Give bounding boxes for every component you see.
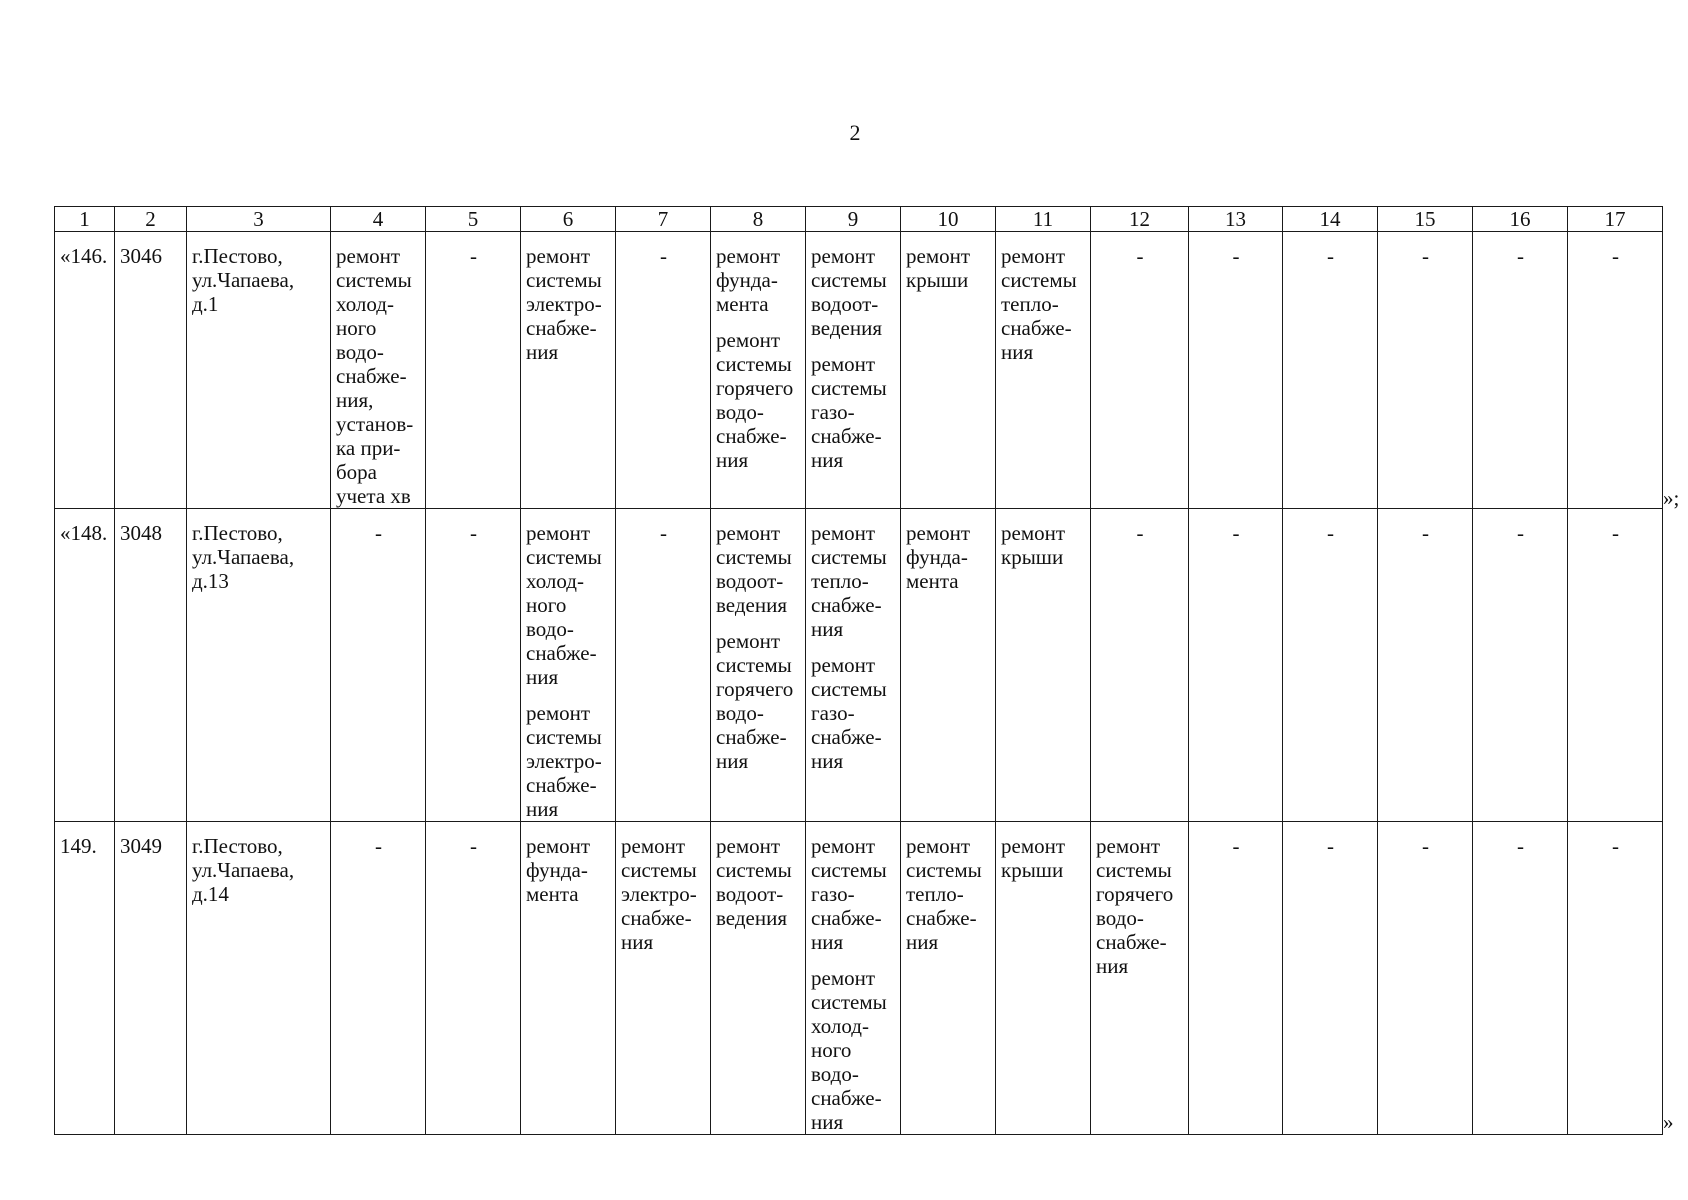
work-type-cell xyxy=(901,509,996,822)
table-header xyxy=(55,207,1663,232)
work-type-entry: ремонт системы электро- снабже- ния xyxy=(526,701,602,821)
column-number-header: 6 xyxy=(521,207,616,232)
empty-cell: - xyxy=(616,509,711,822)
repair-schedule-table xyxy=(54,206,1663,1135)
column-number-header: 13 xyxy=(1189,207,1283,232)
work-type-cell xyxy=(521,232,616,509)
table-row xyxy=(55,509,1663,822)
work-type-cell xyxy=(806,822,901,1135)
work-type-entry: ремонт системы водоот- ведения xyxy=(716,834,792,930)
empty-cell: - xyxy=(331,509,426,822)
row-number-cell-text: 149. xyxy=(60,834,97,858)
column-number-header: 1 xyxy=(55,207,115,232)
column-number-header: 11 xyxy=(996,207,1091,232)
row-closing-quote: »; xyxy=(1663,486,1680,510)
work-type-entry: ремонт системы водоот- ведения xyxy=(716,521,792,617)
work-type-entry: ремонт системы холод- ного водо- снабже- ния, установ- ка при- бора учета хв xyxy=(336,244,414,508)
table-body xyxy=(55,232,1663,1135)
work-type-cell xyxy=(996,822,1091,1135)
row-number-cell xyxy=(55,232,115,509)
work-type-cell xyxy=(901,232,996,509)
table-row xyxy=(55,232,1663,509)
empty-cell: - xyxy=(1378,822,1473,1135)
work-type-cell xyxy=(711,232,806,509)
column-number-header: 9 xyxy=(806,207,901,232)
work-type-entry: ремонт фунда- мента xyxy=(906,521,971,593)
address-cell-text: г.Пестово, ул.Чапаева, д.1 xyxy=(192,244,295,316)
work-type-cell xyxy=(996,232,1091,509)
work-type-entry: ремонт системы горячего водо- снабже- ния xyxy=(1096,834,1174,978)
empty-cell: - xyxy=(1568,509,1663,822)
row-number-cell-text: «146. xyxy=(60,244,108,268)
work-type-entry: ремонт системы тепло- снабже- ния xyxy=(811,521,887,641)
work-type-entry: ремонт системы газо- снабже- ния xyxy=(811,352,887,472)
work-type-cell xyxy=(711,509,806,822)
work-type-entry: ремонт системы горячего водо- снабже- ния xyxy=(716,629,794,773)
address-cell-text: г.Пестово, ул.Чапаева, д.14 xyxy=(192,834,295,906)
address-cell xyxy=(187,822,331,1135)
empty-cell: - xyxy=(1283,232,1378,509)
work-type-entry: ремонт крыши xyxy=(906,244,971,292)
work-type-entry: ремонт крыши xyxy=(1001,834,1066,882)
column-number-header: 3 xyxy=(187,207,331,232)
work-type-cell xyxy=(521,822,616,1135)
work-type-entry: ремонт системы холод- ного водо- снабже- ния xyxy=(526,521,602,689)
work-type-entry: ремонт системы холод- ного водо- снабже- ния xyxy=(811,966,887,1134)
row-closing-quote: » xyxy=(1663,1110,1674,1134)
work-type-entry: ремонт фунда- мента xyxy=(526,834,591,906)
house-code-cell-text: 3049 xyxy=(120,834,162,858)
work-type-entry: ремонт системы водоот- ведения xyxy=(811,244,887,340)
empty-cell: - xyxy=(1473,232,1568,509)
header-row xyxy=(55,207,1663,232)
row-number-cell xyxy=(55,822,115,1135)
work-type-cell xyxy=(806,509,901,822)
column-number-header: 16 xyxy=(1473,207,1568,232)
house-code-cell xyxy=(115,232,187,509)
empty-cell: - xyxy=(1473,509,1568,822)
column-number-header: 14 xyxy=(1283,207,1378,232)
column-number-header: 17 xyxy=(1568,207,1663,232)
work-type-cell xyxy=(521,509,616,822)
empty-cell: - xyxy=(426,509,521,822)
house-code-cell xyxy=(115,509,187,822)
work-type-entry: ремонт системы электро- снабже- ния xyxy=(621,834,697,954)
table-row xyxy=(55,822,1663,1135)
column-number-header: 7 xyxy=(616,207,711,232)
empty-cell: - xyxy=(1189,509,1283,822)
column-number-header: 10 xyxy=(901,207,996,232)
work-type-entry: ремонт системы электро- снабже- ния xyxy=(526,244,602,364)
column-number-header: 8 xyxy=(711,207,806,232)
empty-cell: - xyxy=(1473,822,1568,1135)
empty-cell: - xyxy=(1091,509,1189,822)
work-type-entry: ремонт крыши xyxy=(1001,521,1066,569)
work-type-entry: ремонт системы горячего водо- снабже- ния xyxy=(716,328,794,472)
work-type-cell xyxy=(901,822,996,1135)
empty-cell: - xyxy=(426,232,521,509)
empty-cell: - xyxy=(1568,822,1663,1135)
work-type-cell xyxy=(331,232,426,509)
work-type-cell xyxy=(711,822,806,1135)
work-type-cell xyxy=(806,232,901,509)
empty-cell: - xyxy=(1568,232,1663,509)
empty-cell: - xyxy=(1189,822,1283,1135)
empty-cell: - xyxy=(1091,232,1189,509)
work-type-entry: ремонт фунда- мента xyxy=(716,244,781,316)
empty-cell: - xyxy=(1189,232,1283,509)
empty-cell: - xyxy=(616,232,711,509)
house-code-cell-text: 3048 xyxy=(120,521,162,545)
empty-cell: - xyxy=(1283,509,1378,822)
work-type-entry: ремонт системы тепло- снабже- ния xyxy=(1001,244,1077,364)
page-number: 2 xyxy=(849,120,861,145)
column-number-header: 2 xyxy=(115,207,187,232)
work-type-cell xyxy=(616,822,711,1135)
empty-cell: - xyxy=(426,822,521,1135)
address-cell xyxy=(187,509,331,822)
row-number-cell-text: «148. xyxy=(60,521,108,545)
work-type-cell xyxy=(996,509,1091,822)
empty-cell: - xyxy=(1283,822,1378,1135)
empty-cell: - xyxy=(331,822,426,1135)
column-number-header: 15 xyxy=(1378,207,1473,232)
house-code-cell xyxy=(115,822,187,1135)
column-number-header: 5 xyxy=(426,207,521,232)
column-number-header: 4 xyxy=(331,207,426,232)
work-type-entry: ремонт системы газо- снабже- ния xyxy=(811,834,887,954)
house-code-cell-text: 3046 xyxy=(120,244,162,268)
empty-cell: - xyxy=(1378,509,1473,822)
work-type-entry: ремонт системы тепло- снабже- ния xyxy=(906,834,982,954)
column-number-header: 12 xyxy=(1091,207,1189,232)
address-cell xyxy=(187,232,331,509)
row-number-cell xyxy=(55,509,115,822)
empty-cell: - xyxy=(1378,232,1473,509)
work-type-entry: ремонт системы газо- снабже- ния xyxy=(811,653,887,773)
address-cell-text: г.Пестово, ул.Чапаева, д.13 xyxy=(192,521,295,593)
work-type-cell xyxy=(1091,822,1189,1135)
